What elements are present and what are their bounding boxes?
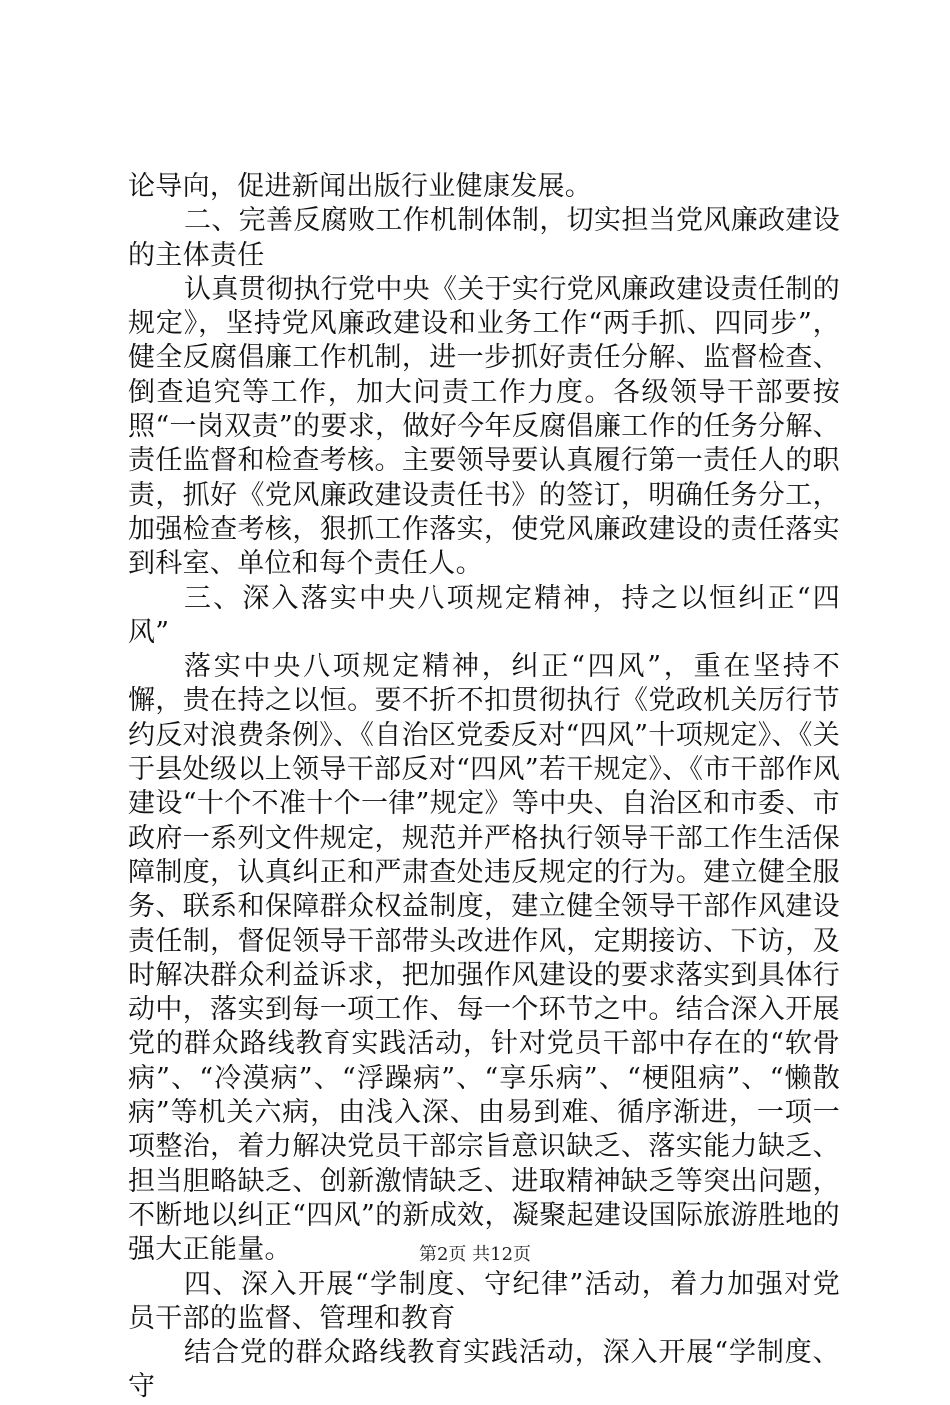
document-body <box>128 170 840 1405</box>
section-heading-2: 二、完善反腐败工作机制体制，切实担当党风廉政建设的主体责任 <box>128 205 840 271</box>
paragraph-body: 结合党的群众路线教育实践活动，深入开展“学制度、守 <box>128 1337 840 1403</box>
paragraph-body: 落实中央八项规定精神，纠正“四风”，重在坚持不懈，贵在持之以恒。要不折不扣贯彻执行《党政机关厉行节约反对浪费条例》、《自治区党委反对“四风”十项规定》、《关于县处级以上领导干部反对“四风”若干规定》、《市干部作风建设“十个不准十个一律”规定》等中央、自治区和市委、市政府一系列文件规定，规范并严格执行领导干部工作生活保障制度，认真纠正和严肃查处违反规定的行为。建立健全服务、联系和保障群众权益制度，建立健全领导干部作风建设责任制，督促领导干部带头改进作风，定期接访、下访，及时解决群众利益诉求，把加强作风建设的要求落实到具体行动中，落实到每一项工作、每一个环节之中。结合深入开展党的群众路线教育实践活动，针对党员干部中存在的“软骨病”、“冷漠病”、“浮躁病”、“享乐病”、“梗阻病”、“懒散病”等机关六病，由浅入深、由易到难、循序渐进，一项一项整治，着力解决党员干部宗旨意识缺乏、落实能力缺乏、担当胆略缺乏、创新激情缺乏、进取精神缺乏等突出问题，不断地以纠正“四风”的新成效，凝聚起建设国际旅游胜地的强大正能量。 <box>128 651 840 1266</box>
section-heading-3: 三、深入落实中央八项规定精神，持之以恒纠正“四风” <box>128 582 840 648</box>
page-footer <box>0 1240 950 1266</box>
paragraph-body: 认真贯彻执行党中央《关于实行党风廉政建设责任制的规定》，坚持党风廉政建设和业务工作“两手抓、四同步”，健全反腐倡廉工作机制，进一步抓好责任分解、监督检查、倒查追究等工作，加大问责工作力度。各级领导干部要按照“一岗双责”的要求，做好今年反腐倡廉工作的任务分解、责任监督和检查考核。主要领导要认真履行第一责任人的职责，抓好《党风廉政建设责任书》的签订，明确任务分工，加强检查考核，狠抓工作落实，使党风廉政建设的责任落实到科室、单位和每个责任人。 <box>128 273 840 580</box>
paragraph-continuation: 论导向，促进新闻出版行业健康发展。 <box>128 171 593 202</box>
section-heading-4: 四、深入开展“学制度、守纪律”活动，着力加强对党员干部的监督、管理和教育 <box>128 1268 840 1334</box>
page-number-label: 第2页 共12页 <box>418 1244 532 1265</box>
